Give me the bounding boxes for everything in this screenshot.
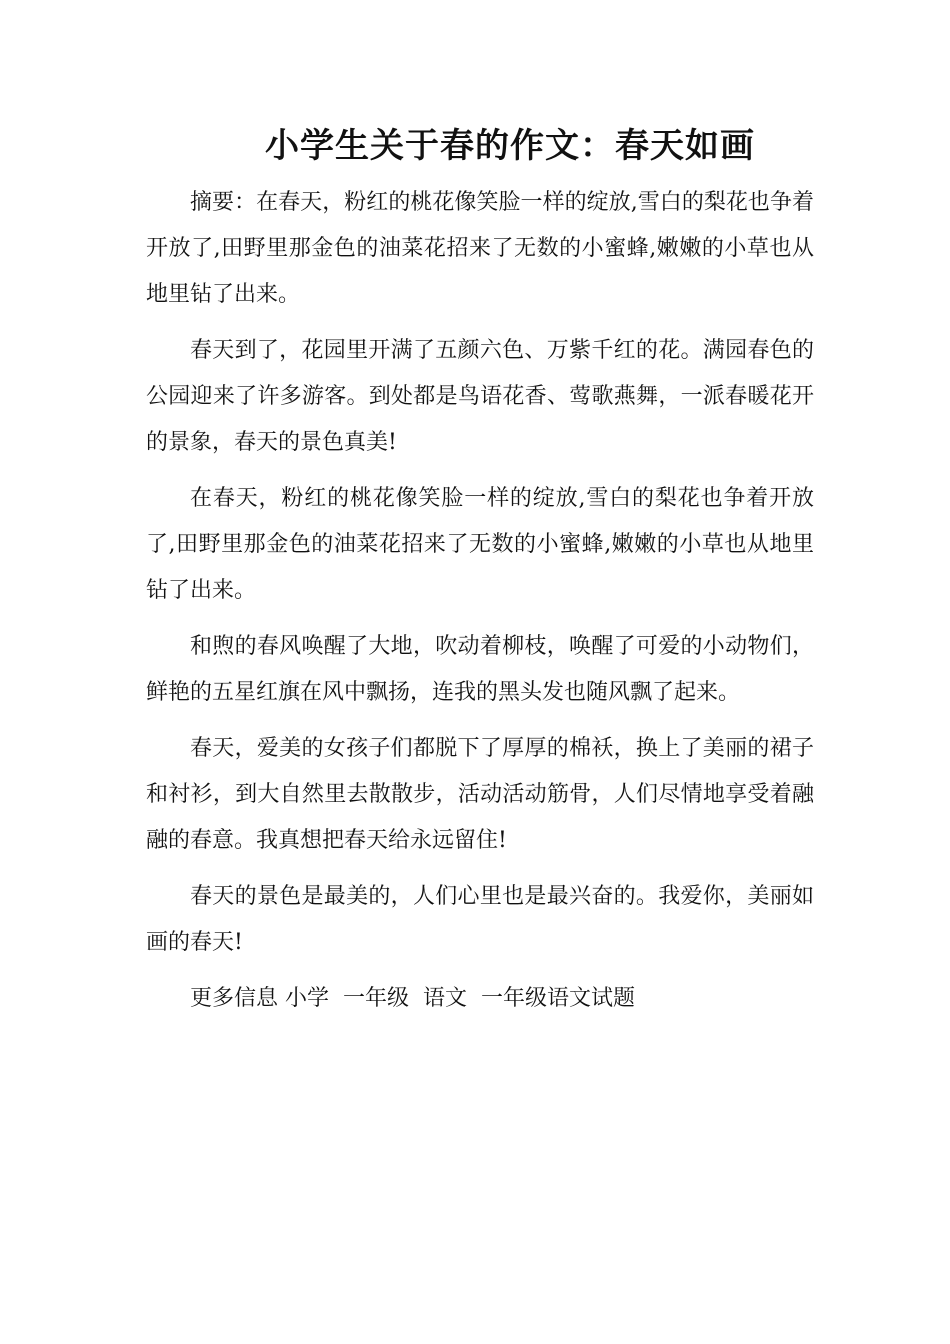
paragraph: 春天到了，花园里开满了五颜六色、万紫千红的花。满园春色的公园迎来了许多游客。到处都是鸟语花香、莺歌燕舞，一派春暖花开的景象，春天的景色真美! — [146, 338, 814, 455]
paragraph: 春天，爱美的女孩子们都脱下了厚厚的棉袄，换上了美丽的裙子和衬衫，到大自然里去散散步，活动活动筋骨，人们尽情地享受着融融的春意。我真想把春天给永远留住! — [146, 736, 814, 853]
paragraph: 在春天，粉红的桃花像笑脸一样的绽放,雪白的梨花也争着开放了,田野里那金色的油菜花招来了无数的小蜜蜂,嫩嫩的小草也从地里钻了出来。 — [146, 486, 814, 603]
document-title: 小学生关于春的作文：春天如画 — [265, 126, 755, 166]
paragraph: 和煦的春风唤醒了大地，吹动着柳枝，唤醒了可爱的小动物们，鲜艳的五星红旗在风中飘扬，连我的黑头发也随风飘了起来。 — [146, 634, 814, 705]
document-body — [146, 180, 814, 1022]
more-info-line: 更多信息 小学 一年级 语文 一年级语文试题 — [190, 986, 635, 1011]
paragraph-abstract: 摘要：在春天，粉红的桃花像笑脸一样的绽放,雪白的梨花也争着开放了,田野里那金色的油菜花招来了无数的小蜜蜂,嫩嫩的小草也从地里钻了出来。 — [146, 190, 814, 307]
paragraph: 春天的景色是最美的，人们心里也是最兴奋的。我爱你，美丽如画的春天! — [146, 884, 814, 955]
